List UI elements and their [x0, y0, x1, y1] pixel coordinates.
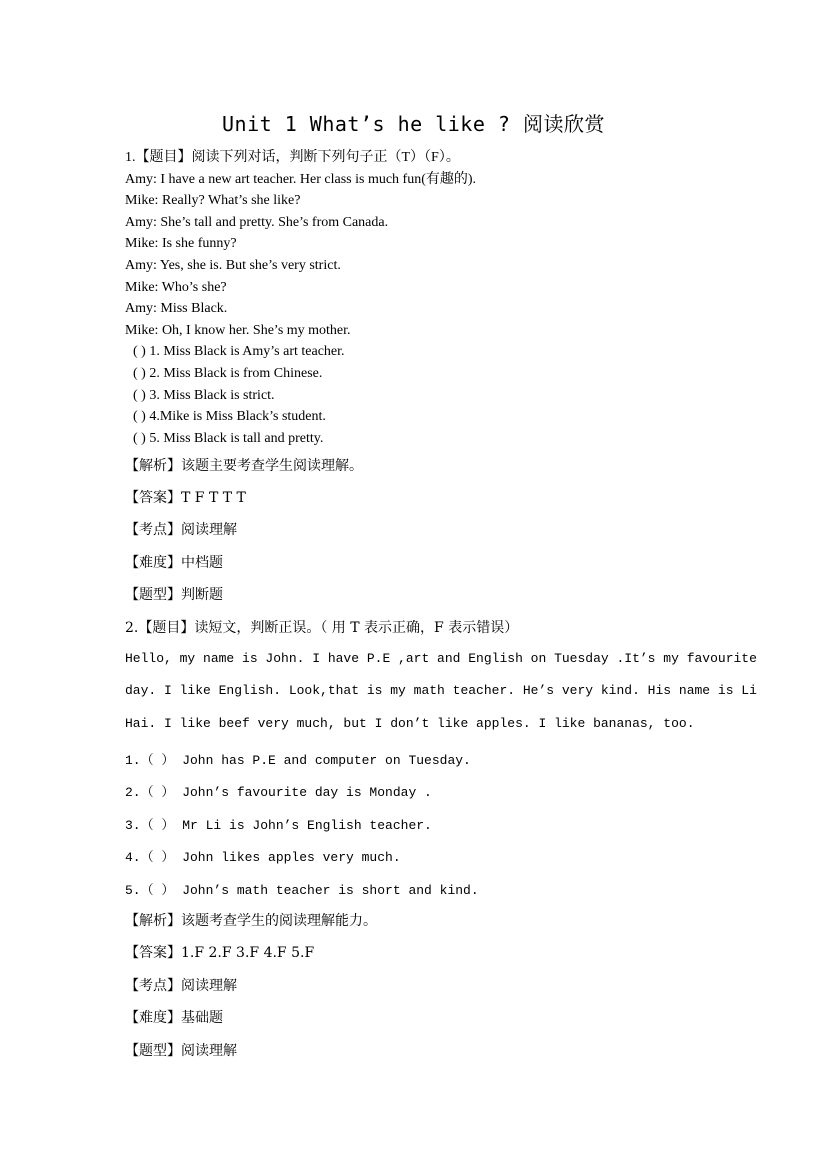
- q2-analysis: 【解析】该题考查学生的阅读理解能力。: [125, 913, 377, 929]
- judgement-question: 5.（ ） John’s math teacher is short and kind.: [125, 883, 479, 898]
- passage-line: Hai. I like beef very much, but I don’t like apples. I like bananas, too.: [125, 716, 695, 731]
- dialogue-line: Amy: She’s tall and pretty. She’s from Canada.: [125, 214, 389, 230]
- q2-difficulty: 【难度】基础题: [125, 1010, 223, 1026]
- dialogue-line: Mike: Really? What’s she like?: [125, 193, 301, 209]
- question-1-header: 1.【题目】阅读下列对话，判断下列句子正（T）（F）。: [125, 150, 460, 165]
- q1-type: 【题型】判断题: [125, 587, 223, 603]
- dialogue-line: Mike: Oh, I know her. She’s my mother.: [125, 322, 351, 338]
- dialogue-line: Mike: Is she funny?: [125, 236, 237, 252]
- question-1-block: [125, 147, 725, 449]
- judgement-question: 3.（ ） Mr Li is John’s English teacher.: [125, 818, 432, 833]
- q1-difficulty: 【难度】中档题: [125, 555, 223, 571]
- page-title: Unit 1 What’s he like ? 阅读欣赏: [222, 112, 605, 136]
- q1-point: 【考点】阅读理解: [125, 522, 237, 538]
- dialogue-line: Amy: I have a new art teacher. Her class is much fun(有趣的).: [125, 171, 477, 187]
- judgement-question: 4.（ ） John likes apples very much.: [125, 850, 401, 865]
- passage-line: Hello, my name is John. I have P.E ,art and English on Tuesday .It’s my favourite: [125, 651, 757, 666]
- judgement-question: ( ) 1. Miss Black is Amy’s art teacher.: [133, 344, 345, 360]
- judgement-question: ( ) 4.Mike is Miss Black’s student.: [133, 409, 326, 425]
- q2-point: 【考点】阅读理解: [125, 978, 237, 994]
- q2-answer: 【答案】1.F 2.F 3.F 4.F 5.F: [125, 945, 315, 961]
- q2-type: 【题型】阅读理解: [125, 1043, 237, 1059]
- judgement-question: ( ) 3. Miss Black is strict.: [133, 387, 275, 403]
- q1-analysis: 【解析】该题主要考查学生阅读理解。: [125, 458, 363, 474]
- dialogue-line: Amy: Miss Black.: [125, 301, 228, 317]
- judgement-question: ( ) 2. Miss Black is from Chinese.: [133, 365, 323, 381]
- q1-answer: 【答案】T F T T T: [125, 490, 246, 506]
- dialogue-line: Mike: Who’s she?: [125, 279, 227, 295]
- judgement-question: 1.（ ） John has P.E and computer on Tuesday.: [125, 753, 471, 768]
- passage-line: day. I like English. Look,that is my math teacher. He’s very kind. His name is Li: [125, 683, 757, 698]
- judgement-question: ( ) 5. Miss Black is tall and pretty.: [133, 430, 324, 446]
- question-2-header: 2.【题目】读短文，判断正误。（ 用 T 表示正确，F 表示错误）: [125, 620, 519, 636]
- dialogue-line: Amy: Yes, she is. But she’s very strict.: [125, 257, 341, 273]
- judgement-question: 2.（ ） John’s favourite day is Monday .: [125, 785, 432, 800]
